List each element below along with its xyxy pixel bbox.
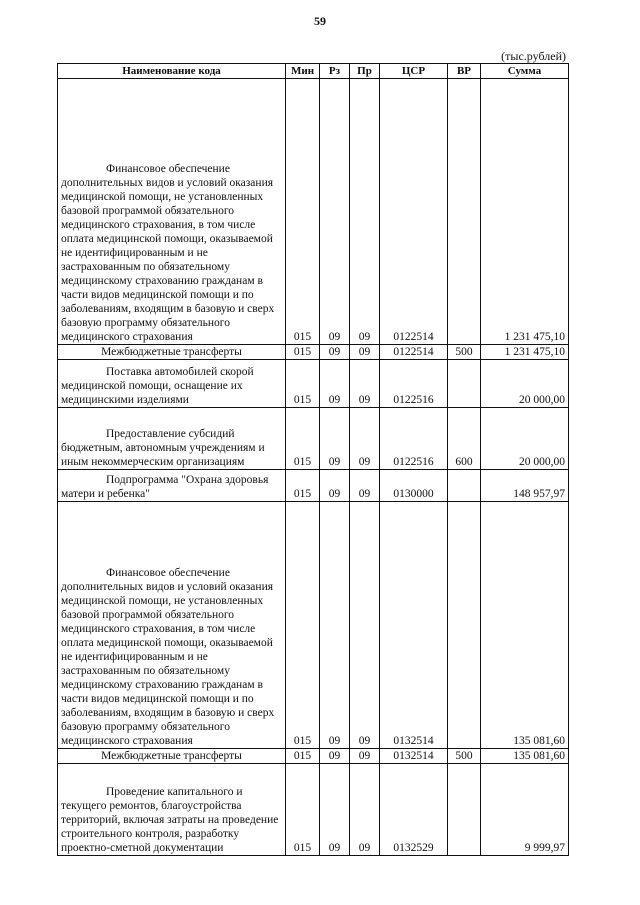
row-name: Проведение капитального и текущего ремонтов, благоустройства территорий, включая затраты на проведение строительного контроля, разработку проектно-сметной документации bbox=[58, 764, 286, 856]
row-rz: 09 bbox=[320, 502, 350, 749]
row-csr: 0132514 bbox=[380, 749, 448, 764]
row-vr bbox=[448, 79, 481, 345]
header-csr: ЦСР bbox=[380, 64, 448, 79]
table-row bbox=[58, 470, 569, 502]
row-min: 015 bbox=[286, 502, 320, 749]
row-min: 015 bbox=[286, 408, 320, 470]
row-vr: 500 bbox=[448, 749, 481, 764]
budget-table bbox=[57, 63, 569, 856]
table-row bbox=[58, 749, 569, 764]
row-sum: 20 000,00 bbox=[481, 360, 569, 408]
row-sum: 20 000,00 bbox=[481, 408, 569, 470]
row-pr: 09 bbox=[350, 502, 380, 749]
row-vr bbox=[448, 764, 481, 856]
header-sum: Сумма bbox=[481, 64, 569, 79]
row-vr bbox=[448, 360, 481, 408]
row-sum: 148 957,97 bbox=[481, 470, 569, 502]
row-sum: 1 231 475,10 bbox=[481, 79, 569, 345]
row-csr: 0122514 bbox=[380, 79, 448, 345]
row-csr: 0122514 bbox=[380, 345, 448, 360]
row-name: Предоставление субсидий бюджетным, автономным учреждениям и иным некоммерческим организациям bbox=[58, 408, 286, 470]
row-pr: 09 bbox=[350, 360, 380, 408]
row-min: 015 bbox=[286, 470, 320, 502]
row-name: Финансовое обеспечение дополнительных видов и условий оказания медицинской помощи, не установленных базовой программой обязательного медицинского страхования, в том числе оплата медицинской помощи, оказываемой не идентифицированным и не застрахованным по обязательному медицинскому страхованию гражданам в части видов медицинской помощи и по заболеваниям, входящим в базовую и сверх базовую программу обязательного медицинского страхования bbox=[58, 502, 286, 749]
header-name: Наименование кода bbox=[58, 64, 286, 79]
table-row bbox=[58, 79, 569, 345]
row-min: 015 bbox=[286, 79, 320, 345]
row-rz: 09 bbox=[320, 360, 350, 408]
row-name: Межбюджетные трансферты bbox=[58, 749, 286, 764]
row-pr: 09 bbox=[350, 345, 380, 360]
table-row bbox=[58, 764, 569, 856]
row-vr bbox=[448, 470, 481, 502]
row-csr: 0130000 bbox=[380, 470, 448, 502]
row-name: Поставка автомобилей скорой медицинской помощи, оснащение их медицинскими изделиями bbox=[58, 360, 286, 408]
header-vr: ВР bbox=[448, 64, 481, 79]
header-min: Мин bbox=[286, 64, 320, 79]
row-pr: 09 bbox=[350, 470, 380, 502]
row-vr: 500 bbox=[448, 345, 481, 360]
header-row bbox=[58, 64, 569, 79]
row-pr: 09 bbox=[350, 79, 380, 345]
row-rz: 09 bbox=[320, 79, 350, 345]
row-rz: 09 bbox=[320, 345, 350, 360]
row-sum: 9 999,97 bbox=[481, 764, 569, 856]
row-rz: 09 bbox=[320, 470, 350, 502]
row-min: 015 bbox=[286, 360, 320, 408]
row-rz: 09 bbox=[320, 408, 350, 470]
table-row bbox=[58, 345, 569, 360]
units-label: (тыс.рублей) bbox=[501, 49, 566, 63]
row-rz: 09 bbox=[320, 749, 350, 764]
row-sum: 135 081,60 bbox=[481, 749, 569, 764]
row-csr: 0122516 bbox=[380, 408, 448, 470]
row-min: 015 bbox=[286, 749, 320, 764]
row-csr: 0132514 bbox=[380, 502, 448, 749]
row-name: Финансовое обеспечение дополнительных видов и условий оказания медицинской помощи, не установленных базовой программой обязательного медицинского страхования, в том числе оплата медицинской помощи, оказываемой не идентифицированным и не застрахованным по обязательному медицинскому страхованию гражданам в части видов медицинской помощи и по заболеваниям, входящим в базовую и сверх базовую программу обязательного медицинского страхования bbox=[58, 79, 286, 345]
row-rz: 09 bbox=[320, 764, 350, 856]
table-row bbox=[58, 360, 569, 408]
header-pr: Пр bbox=[350, 64, 380, 79]
row-name: Межбюджетные трансферты bbox=[58, 345, 286, 360]
row-vr bbox=[448, 502, 481, 749]
page-number: 59 bbox=[314, 14, 326, 28]
header-rz: Рз bbox=[320, 64, 350, 79]
row-pr: 09 bbox=[350, 764, 380, 856]
row-csr: 0132529 bbox=[380, 764, 448, 856]
row-vr: 600 bbox=[448, 408, 481, 470]
row-min: 015 bbox=[286, 345, 320, 360]
row-csr: 0122516 bbox=[380, 360, 448, 408]
row-pr: 09 bbox=[350, 408, 380, 470]
row-min: 015 bbox=[286, 764, 320, 856]
row-sum: 1 231 475,10 bbox=[481, 345, 569, 360]
row-name: Подпрограмма "Охрана здоровья матери и ребенка" bbox=[58, 470, 286, 502]
row-pr: 09 bbox=[350, 749, 380, 764]
row-sum: 135 081,60 bbox=[481, 502, 569, 749]
table-row bbox=[58, 408, 569, 470]
table-row bbox=[58, 502, 569, 749]
